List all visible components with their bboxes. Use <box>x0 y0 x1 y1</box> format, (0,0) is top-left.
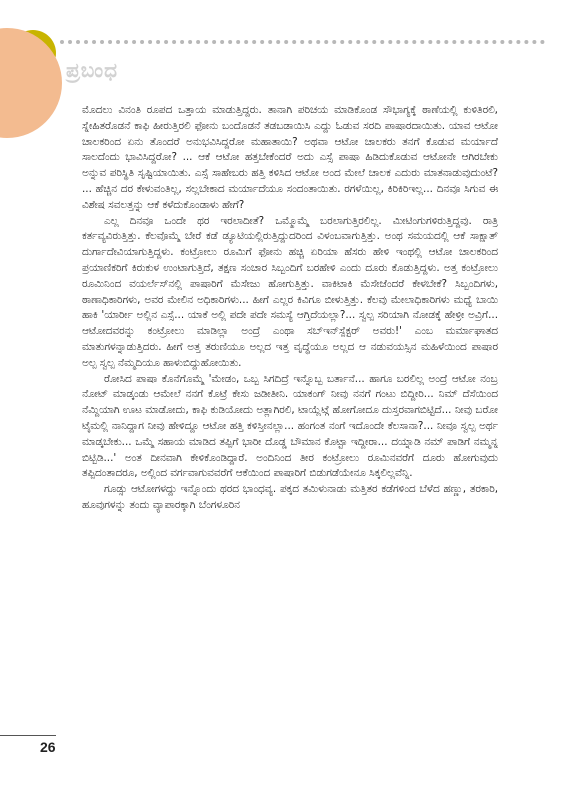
dotted-header-rule <box>60 40 545 44</box>
paragraph: ಗೂಡ್ಸು ಆಟೋಗಳದ್ದು ಇನ್ನೊಂದು ಥರದ ಭಾಂಧವ್ಯ. ಪಕ್ಕದ ತಮಿಳುನಾಡು ಮತ್ತಿತರ ಕಡೆಗಳಿಂದ ಬೆಳೆದ ಹಣ್ಣು, ತರಕಾರಿ, ಹೂವುಗಳನ್ನು ತಂದು ವ್ಯಾಪಾರಕ್ಕಾಗಿ ಬೆಂಗಳೂರಿನ <box>82 483 498 511</box>
section-title: ಪ್ರಬಂಧ <box>66 58 119 82</box>
page-number: 26 <box>40 739 56 755</box>
paragraph: ಎಲ್ಲ ದಿನವೂ ಒಂದೇ ಥರ ಇರಲಾದೀತೆ? ಒಮ್ಮೊಮ್ಮೆ ಬರಲಾಗುತ್ತಿರಲಿಲ್ಲ. ಮೀಟಿಂಗುಗಳಿರುತ್ತಿದ್ದವು. ರಾತ್ರಿ ಕರ್ತವ್ಯವಿರುತ್ತಿತ್ತು. ಕೆಲವೊಮ್ಮೆ ಬೇರೆ ಕಡೆ ಡ್ಯೂಟಿಯಲ್ಲಿರುತ್ತಿದ್ದುದರಿಂದ ವಿಳಂಬವಾಗುತ್ತಿತ್ತು. ಅಂಥ ಸಮಯದಲ್ಲಿ ಆಕೆ ಸಾಕ್ಷಾತ್ ದುರ್ಗಾದೇವಿಯಾಗುತ್ತಿದ್ದಳು. ಕಂಟ್ರೋಲು ರೂಮಿಗೆ ಫೋನು ಹಚ್ಚಿ ಏರಿಯಾ ಹೆಸರು ಹೇಳಿ ಇಂಥಲ್ಲಿ ಆಟೋ ಚಾಲಕರಿಂದ ಪ್ರಯಾಣಿಕರಿಗೆ ಕಿರುಕುಳ ಉಂಟಾಗುತ್ತಿದೆ, ತಕ್ಷಣ ಸಂಚಾರ ಸಿಬ್ಬಂದಿಗೆ ಬರಹೇಳಿ ಎಂದು ದೂರು ಕೊಡುತ್ತಿದ್ದಳು. ಅತ್ತ ಕಂಟ್ರೋಲು ರೂಮಿನಿಂದ ವಯರ್ಲೆಸ್‌ನಲ್ಲಿ ಪಾಷಾರಿಗೆ ಮೆಸೇಜು ಹೋಗುತ್ತಿತ್ತು. ವಾಕಿಟಾಕಿ ಮೆಸೇಜೆಂದರೆ ಕೇಳಬೇಕೆ? ಸಿಬ್ಬಂದಿಗಳು, ಠಾಣಾಧಿಕಾರಿಗಳು, ಅವರ ಮೇಲಿನ ಅಧಿಕಾರಿಗಳು... ಹೀಗೆ ಎಲ್ಲರ ಕಿವಿಗೂ ಬೀಳುತ್ತಿತ್ತು. ಕೆಲವು ಮೇಲಾಧಿಕಾರಿಗಳು ಮಧ್ಯೆ ಬಾಯಿ ಹಾಕಿ 'ಯಾರ್ರೀ ಅಲ್ಲಿನ ಎಸ್ಸೆ... ಯಾಕೆ ಅಲ್ಲಿ ಪದೇ ಪದೇ ಸಮಸ್ಯೆ ಆಗ್ತಿದೆಯಲ್ಲಾ?... ಸ್ವಲ್ಪ ಸರಿಯಾಗಿ ನೋಡಕ್ಕೆ ಹೇಳ್ರೀ ಅವ್ರಿಗೆ... ಆಟೋದವರನ್ನು ಕಂಟ್ರೋಲು ಮಾಡಿಲ್ಲಾ ಅಂದ್ರೆ ಎಂಥಾ ಸಬ್‌ಇನ್‌ಸ್ಪೆಕ್ಟರ್ ಅವರು!' ಎಂಬ ಮರ್ಮಾಘಾತದ ಮಾತುಗಳನ್ನಾಡುತ್ತಿದರು. ಹೀಗೆ ಅತ್ತ ತರುಣಿಯೂ ಅಲ್ಲದ ಇತ್ತ ವೃದ್ಧೆಯೂ ಅಲ್ಲದ ಆ ನಡುವಯಸ್ಸಿನ ಮಹಿಳೆಯಿಂದ ಪಾಷಾರ ಅಲ್ಪ ಸ್ವಲ್ಪ ನೆಮ್ಮದಿಯೂ ಹಾಳುಬಿದ್ದುಹೋಯಿತು. <box>82 214 498 369</box>
paragraph: ಮೊದಲು ವಿನಂತಿ ರೂಪದ ಒತ್ತಾಯ ಮಾಡುತ್ತಿದ್ದರು. ತಾನಾಗಿ ಪರಿಚಯ ಮಾಡಿಕೊಂಡ ಸೌಭಾಗ್ಯಕ್ಕೆ ಠಾಣೆಯಲ್ಲಿ ಕುಳಿತಿರಲಿ, ಸ್ನೇಹಿತರೊಡನೆ ಕಾಫಿ ಹೀರುತ್ತಿರಲಿ ಫೋನು ಬಂದೊಡನೆ ತಡಬಡಾಯಿಸಿ ಎದ್ದು ಓಡುವ ಸರದಿ ಪಾಷಾರದಾಯಿತು. ಯಾವ ಆಟೋ ಚಾಲಕರಿಂದ ಏನು ತೊಂದರೆ ಅನುಭವಿಸಿದ್ದರೋ ಮಹಾತಾಯಿ? ಅಥವಾ ಆಟೋ ಚಾಲಕರು ತನಗೆ ಕೊಡುವ ಮರ್ಯಾದೆ ಸಾಲದೆಂದು ಭಾವಿಸಿದ್ದರೋ? ... ಆಕೆ ಆಟೋ ಹತ್ತಬೇಕೆಂದರೆ ಅದು ಎಸ್ಸೆ ಪಾಷಾ ಹಿಡಿದುಕೊಡುವ ಆಟೋನೇ ಆಗಿರಬೇಕು ಅನ್ನುವ ಪರಿಸ್ಥಿತಿ ಸೃಷ್ಟಿಯಾಯಿತು. ಎಸ್ಸೆ ಸಾಹೇಬರು ಹತ್ತಿ ಕಳಿಸಿದ ಆಟೋ ಅಂದ ಮೇಲೆ ಚಾಲಕ ಎದುರು ಮಾತನಾಡುವುದುಂಟೆ? ... ಹೆಚ್ಚಿನ ದರ ಕೇಳುವಂತಿಲ್ಲ, ಸಲ್ಲಬೇಕಾದ ಮರ್ಯಾದೆಯೂ ಸಂದಂತಾಯಿತು. ರಗಳೆಯಿಲ್ಲ, ಕಿರಿಕಿರಿಇಲ್ಲ... ದಿನವೂ ಸಿಗುವ ಈ ವಿಶೇಷ ಸವಲತ್ತನ್ನು ಆಕೆ ಕಳೆದುಕೊಂಡಾಳು ಹೇಗೆ? <box>82 104 498 211</box>
paragraph: ರೋಸಿದ ಪಾಷಾ ಕೊನೆಗೊಮ್ಮೆ 'ಮೇಡಂ, ಒಬ್ಬ ಸಿಗದಿದ್ರೆ ಇನ್ನೊಬ್ಬ ಬರ್ತಾನೆ... ಹಾಗೂ ಬರಲಿಲ್ಲ ಅಂದ್ರೆ ಆಟೋ ನಂಬ್ರ ನೋಟ್ ಮಾಡ್ಕಂಡು ಆಮೇಲೆ ನನಗೆ ಕೊಟ್ರೆ ಕೇಸು ಜಡೀತೀನಿ. ಯಾಕಂಗ್ ನೀವು ನನಗೆ ಗಂಟು ಬಿದ್ದೀರಿ... ನಿಮ್ ದೆಸೆಯಿಂದ ನೆಮ್ದಿಯಾಗಿ ಊಟ ಮಾಡೋದು, ಕಾಫಿ ಕುಡಿಯೋದು ಅತ್ಲಾಗಿರಲಿ, ಟಾಯ್ಲೆಟ್ಗೆ ಹೋಗೋದೂ ದುಸ್ತರವಾಗಬಿಟ್ಟಿದೆ... ನೀವು ಬರೋ ಟೈಮಲ್ಲಿ ನಾನಿದ್ದಾಗ ನೀವು ಹೇಳಿದ್ದೂ ಆಟೋ ಹತ್ತಿ ಕಳಿಸ್ತೀನಲ್ಲಾ... ಹಂಗಂತ ನಂಗೆ ಇದೊಂದೇ ಕೆಲಸಾನಾ?... ನೀವೂ ಸ್ವಲ್ಪ ಅರ್ಥ ಮಾಡ್ಕಬೇಕು... ಒಮ್ಮೆ ಸಹಾಯ ಮಾಡಿದ ತಪ್ಪಿಗೆ ಭಾರೀ ದೊಡ್ಡ ಬೌಮಾನ ಕೊಟ್ಟಾ ಇದ್ದೀರಾ... ದಯ್ನಾಡಿ ನಮ್ ಪಾಡಿಗೆ ನಮ್ಮನ್ನ ಬಿಟ್ಬಿಡಿ...' ಅಂತ ದೀನವಾಗಿ ಕೇಳಿಕೊಂಡಿದ್ದಾರೆ. ಅಂದಿನಿಂದ ತೀರ ಕಂಟ್ರೋಲು ರೂಮಿನವರೆಗೆ ದೂರು ಹೋಗುವುದು ತಪ್ಪಿದಂತಾದರೂ, ಅಲ್ಲಿಂದ ವರ್ಗವಾಗುವವರೆಗೆ ಆಕೆಯಿಂದ ಪಾಷಾರಿಗೆ ಬಿಡುಗಡೆಯೇನೂ ಸಿಕ್ಕಲಿಲ್ಲವೆನ್ನಿ. <box>82 372 498 480</box>
article-body <box>82 103 498 514</box>
footer-rule <box>0 735 56 736</box>
